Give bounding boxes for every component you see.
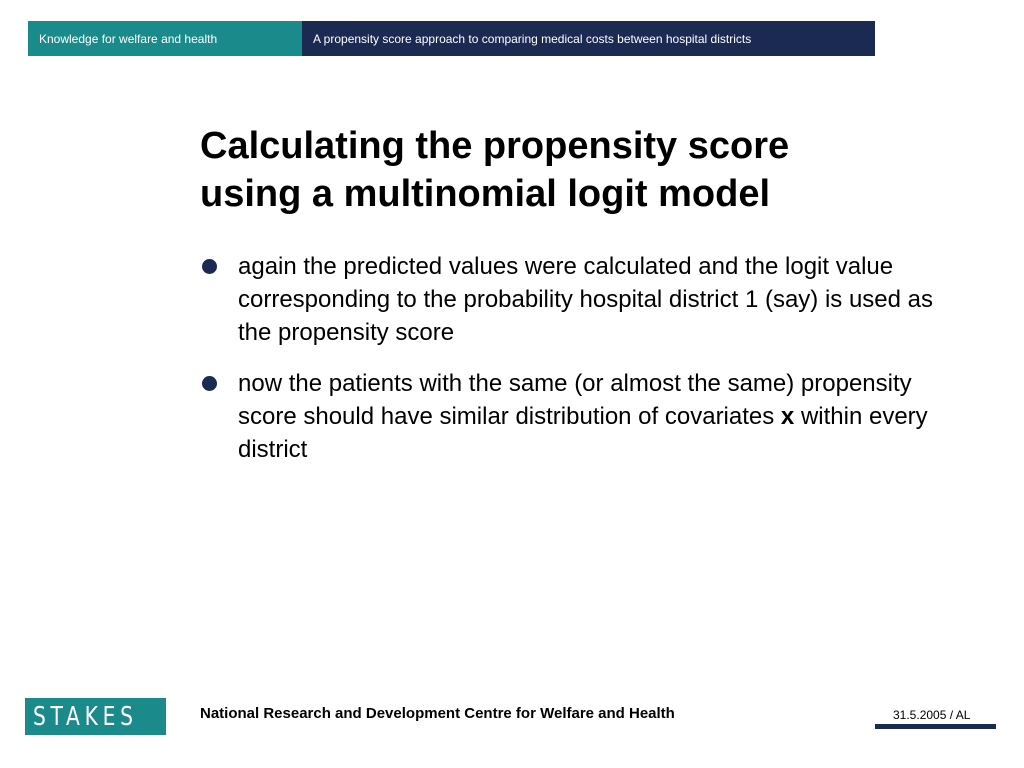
bullet-text: again the predicted values were calculated and the logit value corresponding to the probability hospital district 1 (say) is used as the propensity score <box>238 253 934 346</box>
header-presentation-title: A propensity score approach to comparing medical costs between hospital districts <box>302 21 875 56</box>
bullet-item <box>200 367 960 466</box>
slide-title <box>200 122 960 218</box>
bullet-list <box>200 250 960 484</box>
slide-title-line-1: Calculating the propensity score <box>200 125 790 167</box>
logo-text: STAKES <box>33 701 138 732</box>
footer-accent-bar <box>875 724 996 729</box>
footer-organization: National Research and Development Centre for Welfare and Health <box>200 705 675 722</box>
slide-title-line-2: using a multinomial logit model <box>200 173 771 215</box>
footer-date: 31.5.2005 / AL <box>893 708 971 722</box>
bullet-text-after: within every district <box>238 403 928 463</box>
bullet-dot-icon <box>202 259 217 274</box>
bullet-text <box>238 370 928 463</box>
header-tagline: Knowledge for welfare and health <box>28 21 302 56</box>
bullet-text-before: now the patients with the same (or almost the same) propensity score should have similar distribution of covariates <box>238 370 912 430</box>
bullet-bold-variable: x <box>780 403 795 430</box>
stakes-logo <box>25 698 166 735</box>
bullet-dot-icon <box>202 376 217 391</box>
header-bar <box>28 21 875 56</box>
bullet-item <box>200 250 960 349</box>
